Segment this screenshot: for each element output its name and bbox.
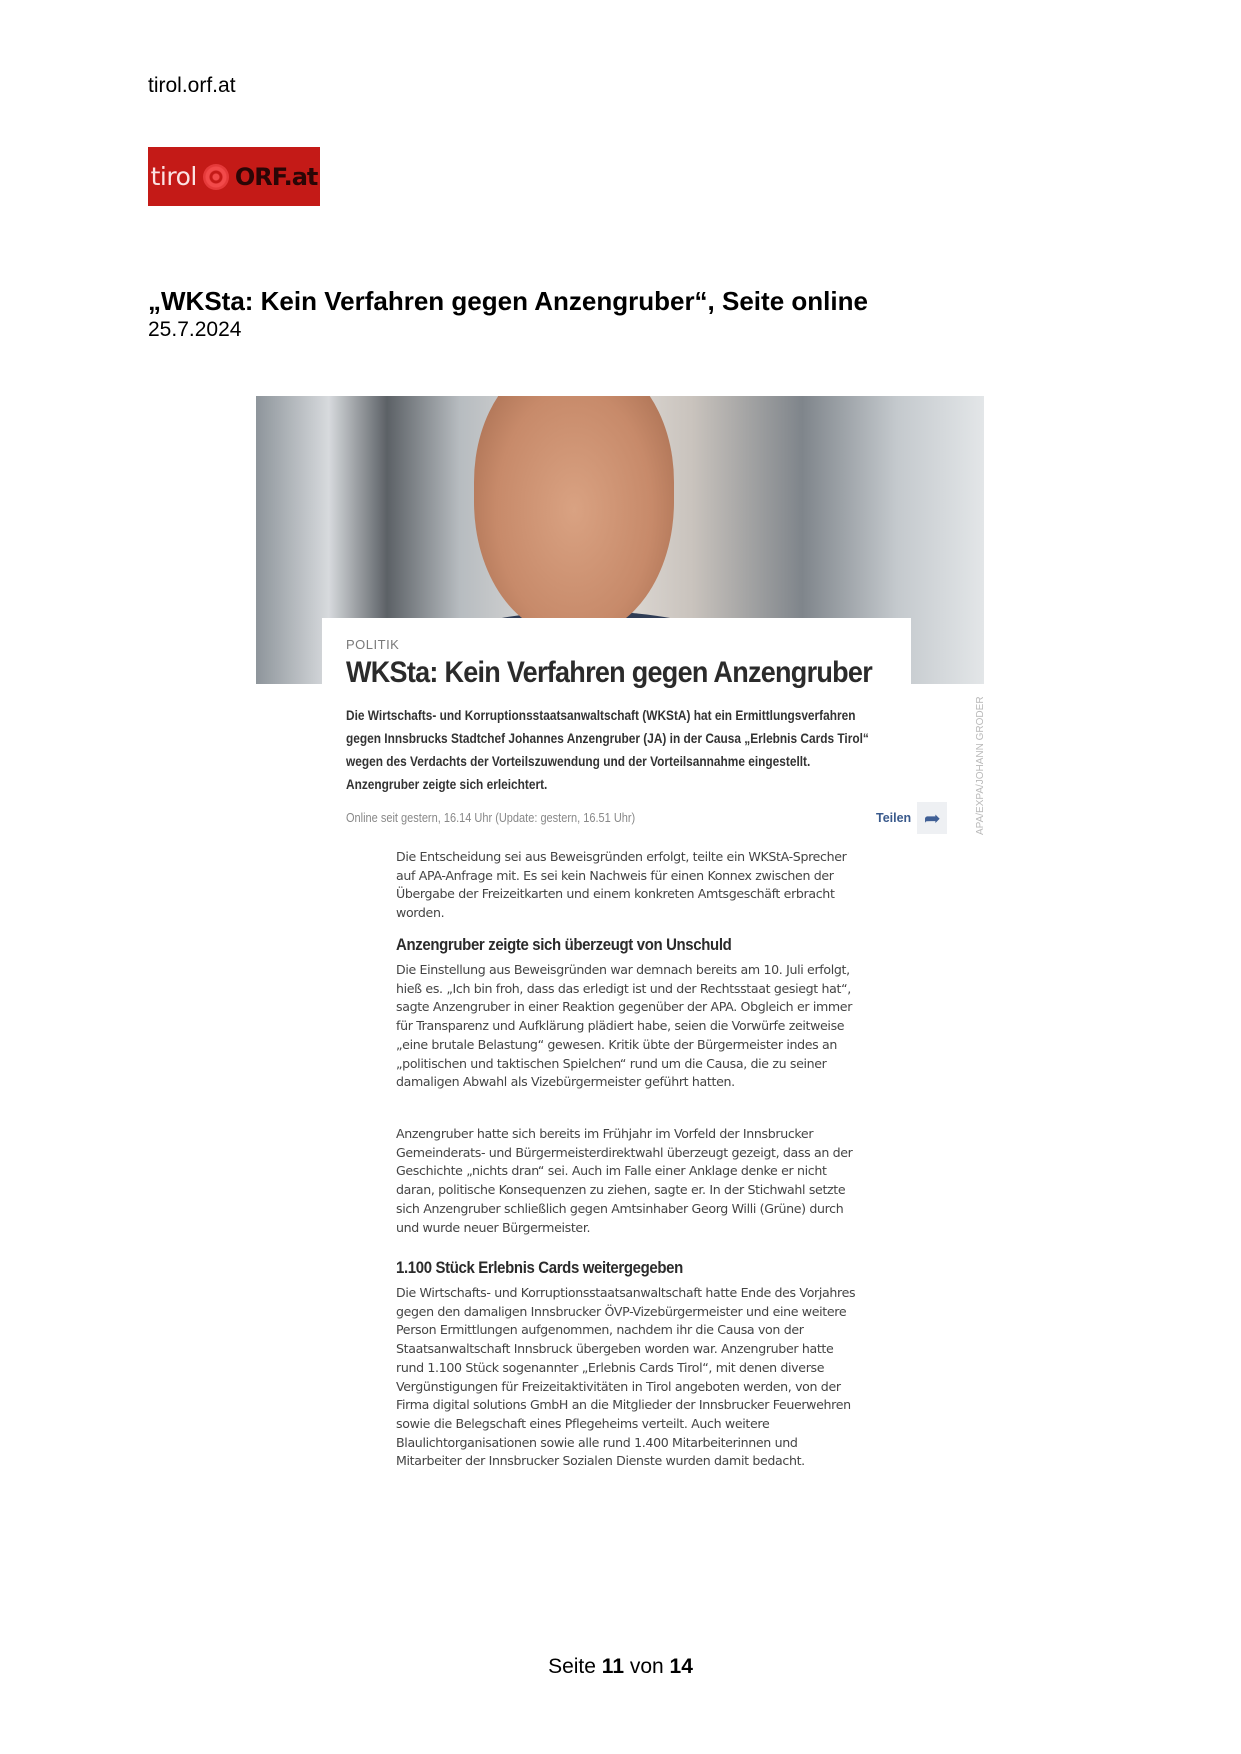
page-number <box>0 1655 1241 1679</box>
document-title: „WKSta: Kein Verfahren gegen Anzengruber“, Seite online <box>148 286 868 316</box>
article-timestamp: Online seit gestern, 16.14 Uhr (Update: gestern, 16.51 Uhr) <box>346 811 636 825</box>
orf-eye-icon <box>203 164 229 190</box>
footer-middle: von <box>629 1655 664 1678</box>
article-subheading: 1.100 Stück Erlebnis Cards weitergegeben <box>396 1258 683 1277</box>
share-button[interactable] <box>876 802 947 834</box>
photo-credit: APA/EXPA/JOHANN GRODER <box>975 696 986 835</box>
article-headline: WKSta: Kein Verfahren gegen Anzengruber <box>346 656 873 689</box>
footer-prefix: Seite <box>548 1655 596 1678</box>
share-arrow-icon: ➦ <box>917 802 947 834</box>
article-paragraph: Die Entscheidung sei aus Beweisgründen erfolgt, teilte ein WKStA-Sprecher auf APA-Anfrage mit. Es sei kein Nachweis für einen Konnex zwischen der Übergabe der Freizeitkarten und einem konkreten Amtsgeschäft erbracht worden. <box>396 849 847 921</box>
article-lead: Die Wirtschafts- und Korruptionsstaatsanwaltschaft (WKStA) hat ein Ermittlungsverfahren gegen Innsbrucks Stadtchef Johannes Anzengruber (JA) in der Causa „Erlebnis Cards Tirol“ wegen des Verdachts der Vorteilszuwendung und der Vorteilsannahme eingestellt. Anzengruber zeigte sich erleichtert. <box>346 708 869 792</box>
photo-portrait <box>474 396 674 636</box>
article-paragraph: Anzengruber hatte sich bereits im Frühjahr im Vorfeld der Innsbrucker Gemeinderats- und Bürgermeisterdirektwahl überzeugt gezeigt, dass an der Geschichte „nichts dran“ sei. Auch im Falle einer Anklage denke er nicht daran, politische Konsequenzen zu ziehen, sagte er. In der Stichwahl setzte sich Anzengruber schließlich gegen Amtsinhaber Georg Willi (Grüne) durch und wurde neuer Bürgermeister. <box>396 1126 853 1235</box>
share-label: Teilen <box>876 811 912 825</box>
footer-page: 11 <box>601 1655 624 1678</box>
logo-text-orf: ORF.at <box>234 162 318 191</box>
article-category[interactable]: POLITIK <box>346 637 400 652</box>
article-paragraph: Die Einstellung aus Beweisgründen war demnach bereits am 10. Juli erfolgt, hieß es. „Ich bin froh, dass das erledigt ist und der Rechtsstaat gesiegt hat“, sagte Anzengruber in einer Reaktion gegenüber der APA. Obgleich er immer für Transparenz und Aufklärung plädiert habe, seien die Vorwürfe zeitweise „eine brutale Belastung“ gewesen. Kritik übte der Bürgermeister indes an „politischen und taktischen Spielchen“ rund um die Causa, die zu seiner damaligen Abwahl als Vizebürgermeister geführt hatten. <box>396 962 853 1090</box>
logo-text-tirol: tirol <box>150 162 197 191</box>
orf-tirol-logo <box>148 147 320 206</box>
footer-total: 14 <box>669 1655 693 1678</box>
article-subheading: Anzengruber zeigte sich überzeugt von Unschuld <box>396 935 732 954</box>
site-url: tirol.orf.at <box>148 74 236 97</box>
article-paragraph: Die Wirtschafts- und Korruptionsstaatsanwaltschaft hatte Ende des Vorjahres gegen den damaligen Innsbrucker ÖVP-Vizebürgermeister und eine weitere Person Ermittlungen aufgenommen, nachdem ihr die Causa von der Staatsanwaltschaft Innsbruck übergeben worden war. Anzengruber hatte rund 1.100 Stück sogenannter „Erlebnis Cards Tirol“, mit denen diverse Vergünstigungen für Freizeitaktivitäten in Tirol angeboten werden, von der Firma digital solutions GmbH an die Mitglieder der Innsbrucker Feuerwehren sowie die Belegschaft eines Pflegeheims verteilt. Auch weitere Blaulichtorganisationen sowie alle rund 1.400 Mitarbeiterinnen und Mitarbeiter der Innsbrucker Sozialen Dienste wurden damit bedacht. <box>396 1285 856 1469</box>
document-date: 25.7.2024 <box>148 318 242 341</box>
